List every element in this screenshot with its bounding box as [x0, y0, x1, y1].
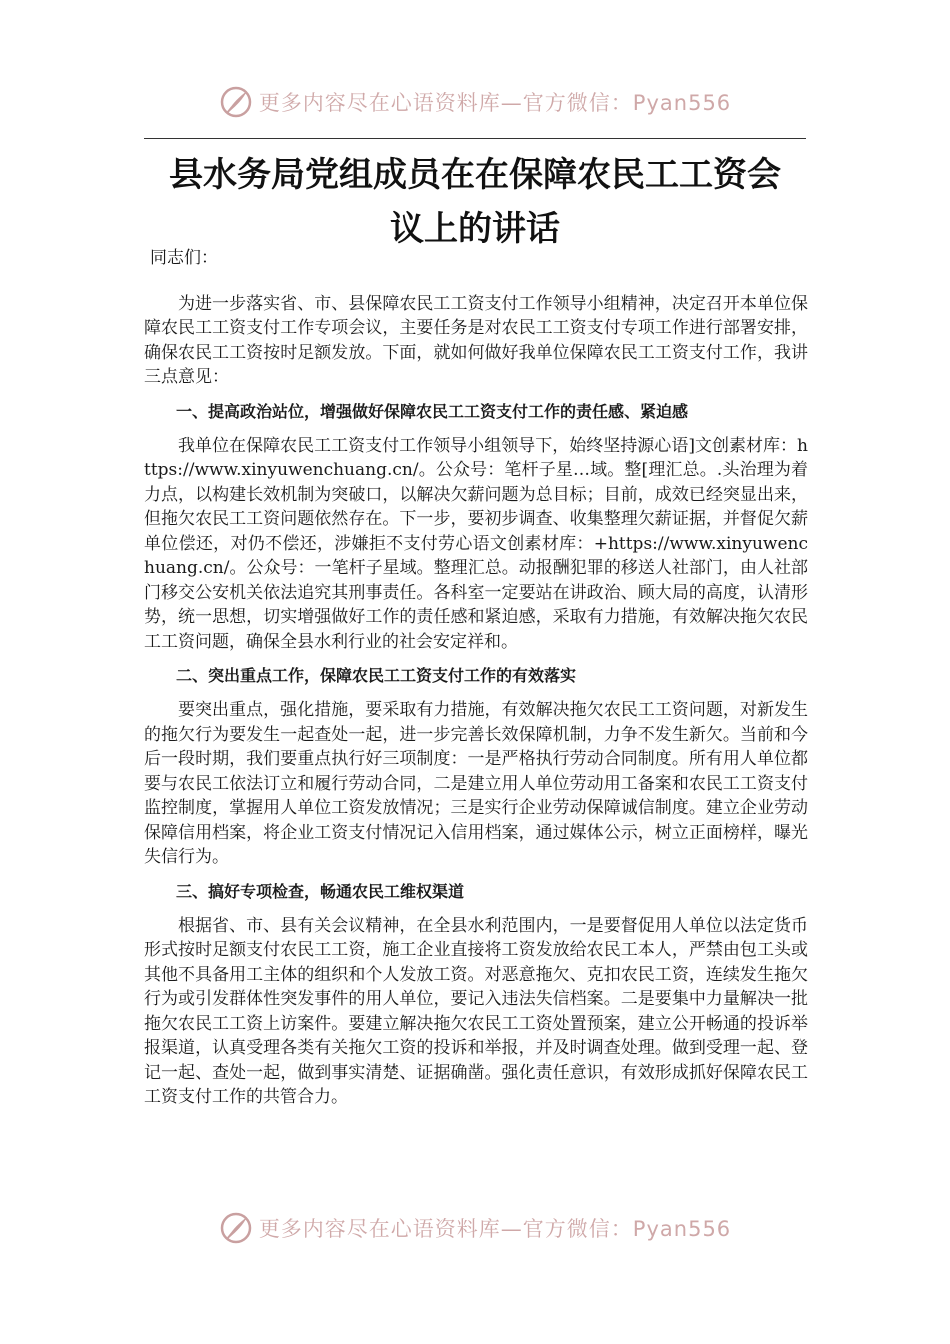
title-line-2: 议上的讲话 — [390, 209, 560, 249]
feather-logo-icon — [219, 85, 253, 119]
document-title — [130, 148, 820, 256]
section-3-body: 根据省、市、县有关会议精神，在全县水利范围内，一是要督促用人单位以法定货币形式按时足额支付农民工工资，施工企业直接将工资发放给农民工本人，严禁由包工头或其他不具备用工主体的组织和个人发放工资。对恶意拖欠、克扣农民工资，连续发生拖欠行为或引发群体性突发事件的用人单位，要记入违法失信档案。二是要集中力量解决一批拖欠农民工工资上访案件。要建立解决拖欠农民工工资处置预案，建立公开畅通的投诉举报渠道，认真受理各类有关拖欠工资的投诉和举报，并及时调查处理。做到受理一起、登记一起、查处一起，做到事实清楚、证据确凿。强化责任意识，有效形成抓好保障农民工工资支付工作的共管合力。 — [144, 915, 808, 1107]
title-line-1: 县水务局党组成员在在保障农民工工资会 — [169, 155, 781, 195]
feather-logo-icon — [219, 1211, 253, 1245]
section-2-heading: 二、突出重点工作，保障农民工工资支付工作的有效落实 — [176, 666, 577, 685]
section-3-heading: 三、搞好专项检查，畅通农民工维权渠道 — [176, 881, 465, 901]
section-1-heading: 一、提高政治站位，增强做好保障农民工工资支付工作的责任感、紧迫感 — [176, 401, 689, 421]
header-divider — [144, 138, 806, 139]
salutation: 同志们： — [150, 248, 218, 268]
watermark-text: 更多内容尽在心语资料库—官方微信：Pyan556 — [258, 1217, 732, 1241]
watermark-header — [0, 84, 950, 120]
watermark-footer — [0, 1210, 950, 1246]
section-1-body: 我单位在保障农民工工资支付工作领导小组领导下，始终坚持源心语]文创素材库：https://www.xinyuwenchuang.cn/。公众号：笔杆子星…域。整[理汇总。.头治理为着力点，以构建长效机制为突破口，以解决欠薪问题为总目标；目前，成效已经突显出来，但拖欠农民工工资问题依然存在。下一步，要初步调查、收集整理欠薪证据，并督促欠薪单位偿还，对仍不偿还，涉嫌拒不支付劳心语文创素材库：+https://www.xinyuwenchuang.cn/。公众号：一笔杆子星域。整理汇总。动报酬犯罪的移送人社部门，由人社部门移交公安机关依法追究其刑事责任。各科室一定要站在讲政治、顾大局的高度，认清形势，统一思想，切实增强做好工作的责任感和紧迫感，采取有力措施，有效解决拖欠农民工工资问题，确保全县水利行业的社会安定祥和。 — [144, 435, 808, 652]
watermark-text: 更多内容尽在心语资料库—官方微信：Pyan556 — [258, 91, 732, 115]
document-body — [144, 246, 808, 1110]
intro-paragraph: 为进一步落实省、市、县保障农民工工资支付工作领导小组精神，决定召开本单位保障农民工工资支付工作专项会议，主要任务是对农民工工资支付专项工作进行部署安排，确保农民工工资按时足额发放。下面，就如何做好我单位保障农民工工资支付工作，我讲三点意见： — [144, 293, 808, 387]
section-2-body: 要突出重点，强化措施，要采取有力措施，有效解决拖欠农民工工资问题，对新发生的拖欠行为要发生一起查处一起，进一步完善长效保障机制，力争不发生新欠。当前和今后一段时期，我们要重点执行好三项制度：一是严格执行劳动合同制度。所有用人单位都要与农民工依法订立和履行劳动合同，二是建立用人单位劳动用工备案和农民工工资支付监控制度，掌握用人单位工资发放情况；三是实行企业劳动保障诚信制度。建立企业劳动保障信用档案，将企业工资支付情况记入信用档案，通过媒体公示，树立正面榜样，曝光失信行为。 — [144, 700, 808, 867]
